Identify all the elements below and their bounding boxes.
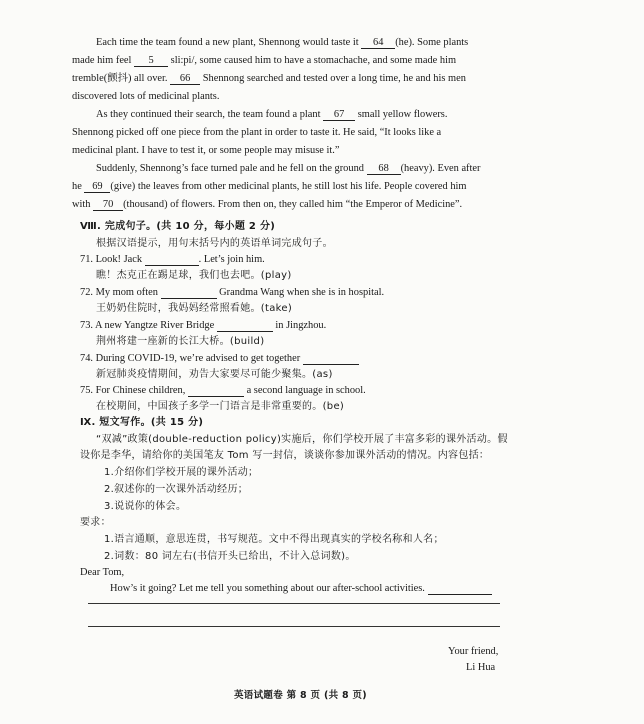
question-72: 72. My mom often Grandma Wang when she is in hospital. [80,287,385,298]
blank-69[interactable]: 69 [84,181,110,193]
writing-line[interactable] [88,626,500,627]
passage-line: Suddenly, Shennong’s face turned pale and he fell on the ground 68 (heavy). Even after [96,163,481,174]
requirement-item: 2.词数：80 词左右(书信开头已给出，不计入总词数)。 [104,551,356,562]
task-item: 2.叙述你的一次课外活动经历； [104,484,249,495]
passage-line: Each time the team found a new plant, Shennong would taste it 64 (he). Some plants [96,37,469,48]
question-hint: 瞧！杰克正在踢足球，我们也去吧。(play) [96,270,292,281]
question-75: 75. For Chinese children, a second language in school. [80,385,366,396]
passage-line: As they continued their search, the team found a plant 67 small yellow flowers. [96,109,448,120]
question-hint: 荆州将建一座新的长江大桥。(build) [96,336,265,347]
blank-66[interactable]: 66 [170,73,200,85]
page-footer: 英语试题卷 第 8 页 (共 8 页) [234,690,367,701]
letter-signature: Li Hua [466,662,496,673]
task-intro: 设你是李华，请给你的美国笔友 Tom 写一封信，谈谈你参加课外活动的情况。内容包括： [80,450,490,461]
section-heading: Ⅸ. 短文写作。(共 15 分) [80,417,204,428]
passage-line: with 70 (thousand) of flowers. From then on, they called him “the Emperor of Medicine”. [72,199,463,210]
passage-line: medicinal plant. I have to test it, or some people may misuse it.” [72,145,340,156]
letter-opening: How’s it going? Let me tell you something about our after-school activities. [110,582,492,595]
passage-line: discovered lots of medicinal plants. [72,91,220,102]
writing-line[interactable] [88,603,500,604]
question-hint: 新冠肺炎疫情期间，劝告大家要尽可能少聚集。(as) [96,369,333,380]
task-item: 3.说说你的体会。 [104,501,187,512]
question-74: 74. During COVID-19, we’re advised to get together [80,352,359,365]
letter-salutation: Dear Tom, [80,567,125,578]
passage-line: tremble(颤抖) all over. 66 Shennong searched and tested over a long time, he and his men [72,73,466,84]
requirements-label: 要求： [80,517,111,528]
answer-blank[interactable] [161,287,217,299]
passage-line: Shennong picked off one piece from the plant in order to taste it. He said, “It looks like a [72,127,442,138]
answer-blank[interactable] [188,385,244,397]
blank-65[interactable]: 5 [134,55,168,67]
writing-line[interactable] [428,583,492,595]
blank-70[interactable]: 70 [93,199,123,211]
section-heading: Ⅷ. 完成句子。(共 10 分，每小题 2 分) [80,221,276,232]
task-item: 1.介绍你们学校开展的课外活动； [104,467,259,478]
passage-line: he 69 (give) the leaves from other medicinal plants, he still lost his life. People covered him [72,181,467,192]
requirement-item: 1.语言通顺，意思连贯，书写规范。文中不得出现真实的学校名称和人名； [104,534,444,545]
question-73: 73. A new Yangtze River Bridge in Jingzhou. [80,320,327,331]
question-71: 71. Look! Jack . Let’s join him. [80,254,265,265]
passage-line: made him feel 5 sli:pi/, some caused him to have a stomachache, and some made him [72,55,457,66]
question-hint: 王奶奶住院时，我妈妈经常照看她。(take) [96,303,293,314]
answer-blank[interactable] [145,254,199,266]
task-intro: “双减”政策(double-reduction policy)实施后，你们学校开展了丰富多彩的课外活动。假 [96,434,508,445]
blank-64[interactable]: 64 [361,37,395,49]
question-hint: 在校期间，中国孩子多学一门语言是非常重要的。(be) [96,401,345,412]
section-instruction: 根据汉语提示，用句末括号内的英语单词完成句子。 [96,238,333,249]
answer-blank[interactable] [217,320,273,332]
answer-blank[interactable] [303,353,359,365]
letter-closing: Your friend, [448,646,499,657]
blank-67[interactable]: 67 [323,109,355,121]
blank-68[interactable]: 68 [367,163,401,175]
